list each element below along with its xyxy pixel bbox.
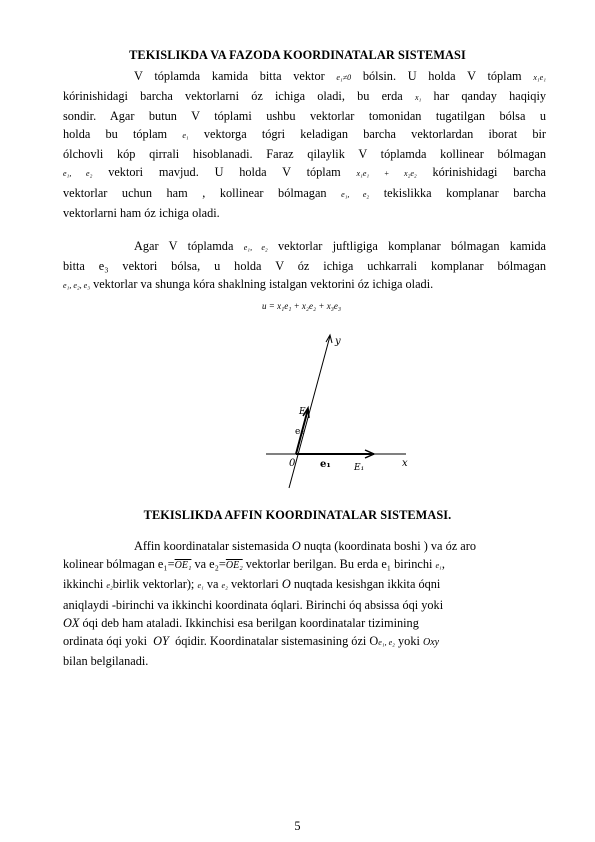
para3-line4: aniqlaydi -birinchi va ikkinchi koordinata óqlari. Birinchi óq absissa óqi yoki	[63, 597, 444, 612]
label-e1: e₁	[320, 459, 331, 470]
math-e1: e₁	[197, 581, 204, 591]
paragraph-affine	[63, 537, 546, 670]
formula-u-decomposition: u = x₁e₁ + x₂e₂ + x₃e₃	[262, 301, 341, 311]
para1-line8: vektorlarni ham óz ichiga oladi.	[63, 205, 220, 220]
para1-line6: e₁, e₂ vektori mavjud. U holda V tóplam x₁e₁ + x₂e₂ kórinishidagi barcha	[63, 165, 546, 180]
math-e2: e₂	[106, 581, 113, 591]
math-e1: e₁	[435, 561, 442, 571]
math-vector-OE2: OE₂	[225, 560, 243, 572]
para2-line2: bitta e₃ vektori bólsa, u holda V óz ichiga uchkarrali komplanar bólmagan	[63, 259, 546, 274]
para3-line5: OX óqi deb ham ataladi. Ikkinchisi esa berilgan koordinatalar tizimining	[63, 615, 419, 630]
math-e1-e2: e₁, e₂	[63, 169, 93, 179]
math-O: O	[291, 539, 301, 553]
math-x1e1-plus-x2e2: x₁e₁ + x₂e₂	[356, 169, 417, 179]
paragraph-complanar	[63, 237, 546, 295]
label-e2: e₂	[295, 427, 304, 437]
affine-axes-figure	[256, 330, 426, 490]
math-x1: x₁	[414, 93, 422, 103]
math-Oxy: Oxy	[422, 637, 440, 649]
para3-line7: bilan belgilanadi.	[63, 654, 149, 669]
math-e1-nonzero: e₁≠0	[336, 73, 352, 82]
section-title-coordinate-systems: TEKISLIKDA VA FAZODA KOORDINATALAR SISTEMASI	[129, 48, 466, 62]
para1-line1: V tóplamda kamida bitta vektor e₁≠0 bólsin. U holda V tóplam x₁e₁	[134, 69, 547, 83]
para1-line5: ólchovli kóp qirrali hisoblanadi. Faraz qilaylik V tóplamda kollinear bólmagan	[63, 147, 546, 162]
math-e1-e2: e₁, e₂	[378, 638, 395, 648]
math-e2: e₂	[221, 581, 228, 591]
para3-line1: Affin koordinatalar sistemasida O nuqta (koordinata boshi ) va óz aro	[134, 539, 476, 553]
para1-line3: sondir. Agar butun V tóplami ushbu vektorlar tomonidan tugatilgan bólsa u	[63, 109, 546, 124]
section-title-affine: TEKISLIKDA AFFIN KOORDINATALAR SISTEMASI.	[143, 508, 452, 522]
para2-line3: e₁, e₂, e₃ vektorlar va shunga kóra shaklning istalgan vektorini óz ichiga oladi.	[63, 277, 434, 292]
label-E1: E₁	[354, 463, 365, 473]
label-axis-x: x	[402, 458, 408, 469]
para3-line3: ikkinchi e₂birlik vektorlar); e₁ va e₂ vektorlari O nuqtada kesishgan ikkita óqni	[63, 577, 441, 592]
math-e1: e₁	[182, 131, 189, 141]
math-OX: OX	[63, 615, 80, 630]
math-x1e1: x₁e₁	[533, 73, 547, 82]
para3-line6: ordinata óqi yoki OY óqidir. Koordinatalar sistemasining ózi Oe₁, e₂ yoki Oxy	[63, 634, 440, 649]
math-vector-OE1: OE₁	[174, 560, 192, 572]
math-e1-e2-e3: e₁, e₂, e₃	[63, 281, 90, 291]
label-axis-y: y	[335, 336, 341, 347]
para1-line7: vektorlar uchun ham , kollinear bólmagan e₁, e₂ tekislikka komplanar barcha	[63, 185, 546, 200]
math-e1-e2: e₁, e₂	[341, 189, 370, 199]
para1-line2: kórinishidagi barcha vektorlarni óz ichiga oladi, bu erda x₁ har qanday haqiqiy	[63, 89, 547, 104]
math-O: O	[281, 577, 291, 592]
para2-line1: Agar V tóplamda e₁, e₂ vektorlar juftligiga komplanar bólmagan kamida	[134, 239, 547, 253]
label-E2: E₂	[299, 407, 310, 417]
page-number: 5	[294, 819, 301, 833]
para1-line4: holda bu tóplam e₁ vektorga tógri keladigan barcha vektorlardan iborat bir	[63, 127, 547, 142]
math-OY: OY	[153, 634, 169, 649]
label-origin: 0	[289, 458, 296, 469]
para3-line2: kolinear bólmagan e₁=OE₁ va e₂=OE₂ vektorlar berilgan. Bu erda e₁ birinchi e₁,	[63, 557, 445, 572]
math-e1-e2: e₁, e₂	[243, 243, 268, 252]
paragraph-vector-set	[63, 67, 546, 222]
